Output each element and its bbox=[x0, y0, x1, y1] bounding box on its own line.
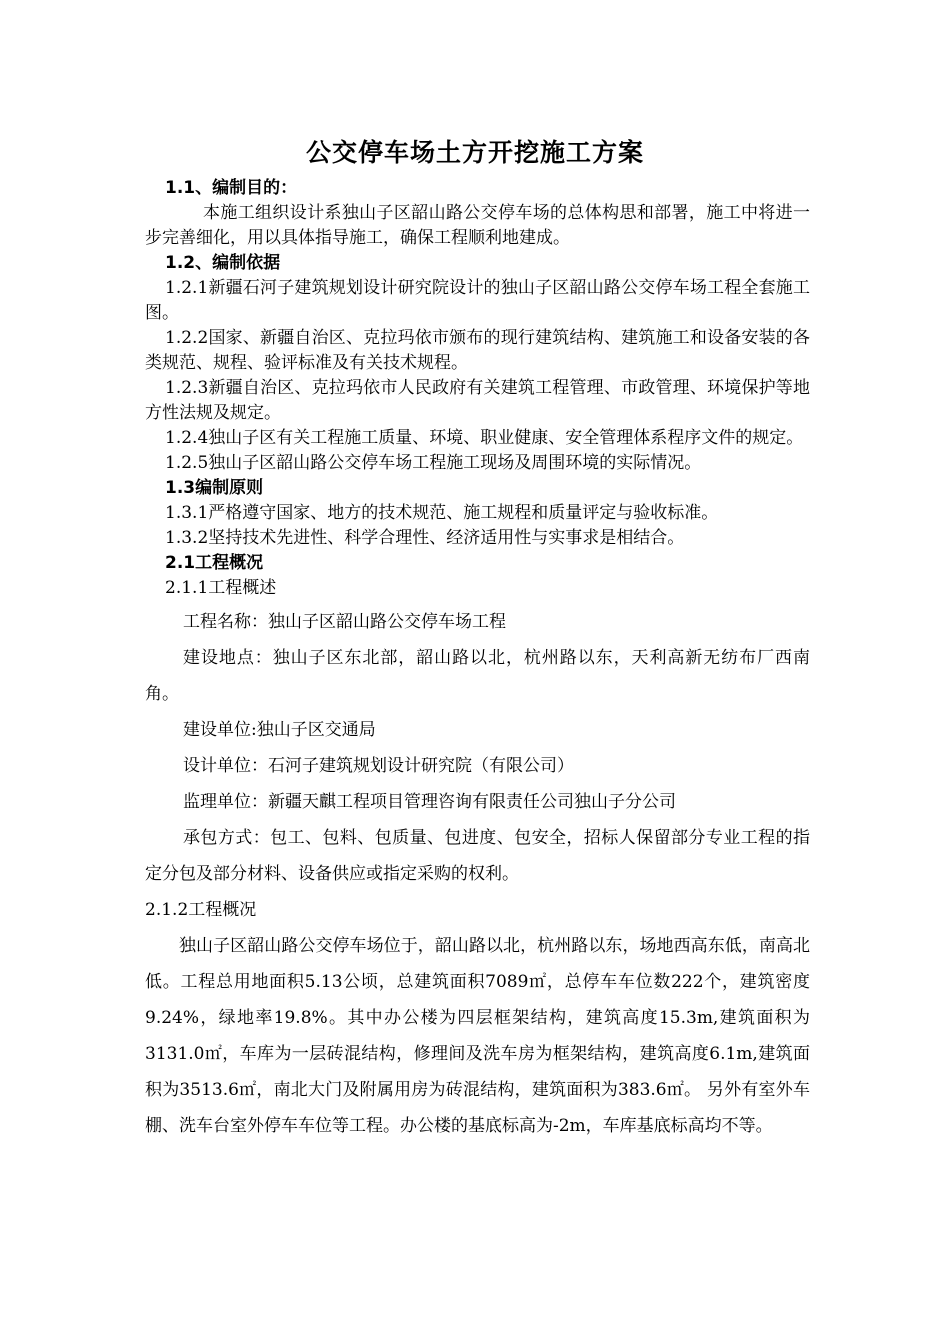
heading-1-1: 1.1、编制目的： bbox=[165, 178, 298, 198]
paragraph-purpose: 本施工组织设计系独山子区韶山路公交停车场的总体构思和部署，施工中将进一步完善细化，用以具体指导施工，确保工程顺利地建成。 bbox=[145, 203, 810, 248]
subheading-2-1-2: 2.1.2工程概况 bbox=[145, 900, 257, 920]
basis-item-4: 1.2.4独山子区有关工程施工质量、环境、职业健康、安全管理体系程序文件的规定。 bbox=[165, 428, 804, 448]
info-supervisor: 监理单位：新疆天麒工程项目管理咨询有限责任公司独山子分公司 bbox=[183, 792, 676, 812]
heading-1-3: 1.3编制原则 bbox=[165, 478, 264, 498]
principle-item-1: 1.3.1严格遵守国家、地方的技术规范、施工规程和质量评定与验收标准。 bbox=[165, 503, 719, 523]
subheading-2-1-1: 2.1.1工程概述 bbox=[165, 578, 277, 598]
info-contract-mode: 承包方式：包工、包料、包质量、包进度、包安全，招标人保留部分专业工程的指定分包及部分材料、设备供应或指定采购的权利。 bbox=[145, 828, 810, 884]
info-designer: 设计单位：石河子建筑规划设计研究院（有限公司） bbox=[183, 756, 574, 776]
heading-1-2: 1.2、编制依据 bbox=[165, 253, 281, 273]
document-body bbox=[145, 176, 810, 1144]
basis-item-1: 1.2.1新疆石河子建筑规划设计研究院设计的独山子区韶山路公交停车场工程全套施工图。 bbox=[145, 278, 810, 323]
basis-item-5: 1.2.5独山子区韶山路公交停车场工程施工现场及周围环境的实际情况。 bbox=[165, 453, 702, 473]
document-title: 公交停车场土方开挖施工方案 bbox=[305, 138, 644, 167]
info-project-name: 工程名称：独山子区韶山路公交停车场工程 bbox=[183, 612, 506, 632]
basis-item-2: 1.2.2国家、新疆自治区、克拉玛依市颁布的现行建筑结构、建筑施工和设备安装的各类规范、规程、验评标准及有关技术规程。 bbox=[145, 328, 810, 373]
principle-item-2: 1.3.2坚持技术先进性、科学合理性、经济适用性与实事求是相结合。 bbox=[165, 528, 685, 548]
heading-2-1: 2.1工程概况 bbox=[165, 553, 264, 573]
info-owner: 建设单位:独山子区交通局 bbox=[183, 720, 376, 740]
info-location: 建设地点：独山子区东北部，韶山路以北，杭州路以东，天利高新无纺布厂西南角。 bbox=[145, 648, 810, 704]
paragraph-overview: 独山子区韶山路公交停车场位于，韶山路以北，杭州路以东，场地西高东低，南高北低。工程总用地面积5.13公顷，总建筑面积7089㎡，总停车车位数222个，建筑密度9.24%，绿地率19.8%。其中办公楼为四层框架结构，建筑高度15.3m,建筑面积为3131.0㎡，车库为一层砖混结构，修理间及洗车房为框架结构，建筑高度6.1m,建筑面积为3513.6㎡，南北大门及附属用房为砖混结构，建筑面积为383.6㎡。 另外有室外车棚、洗车台室外停车车位等工程。办公楼的基底标高为-2m，车库基底标高均不等。 bbox=[145, 936, 810, 1136]
basis-item-3: 1.2.3新疆自治区、克拉玛依市人民政府有关建筑工程管理、市政管理、环境保护等地方性法规及规定。 bbox=[145, 378, 810, 423]
